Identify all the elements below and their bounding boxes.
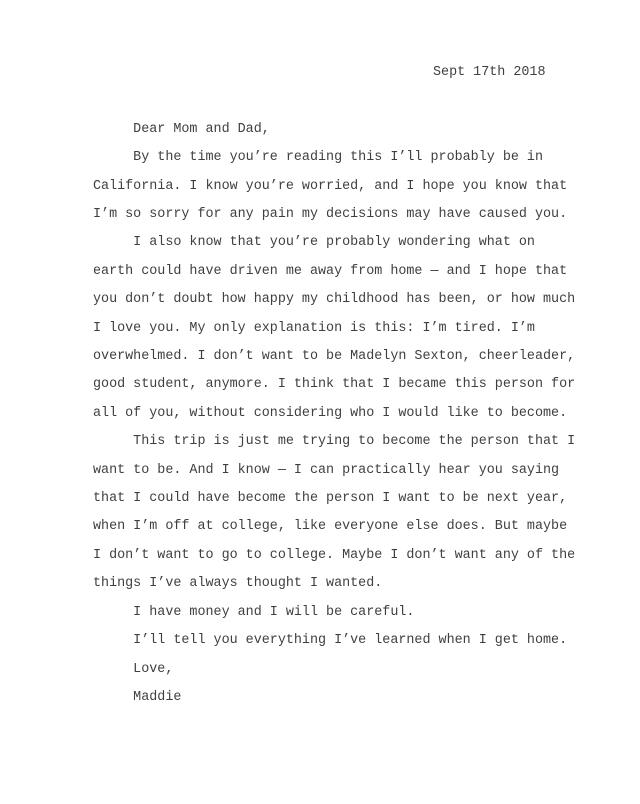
letter-line: when I’m off at college, like everyone else does. But maybe <box>93 519 568 535</box>
letter-line: you don’t doubt how happy my childhood has been, or how much <box>93 292 576 308</box>
letter-line: want to be. And I know — I can practically hear you saying <box>93 462 560 478</box>
letter-line: Maddie <box>93 689 182 705</box>
letter-line: earth could have driven me away from home — and I hope that <box>93 263 568 279</box>
letter-line: things I’ve always thought I wanted. <box>93 576 383 592</box>
letter-line: Dear Mom and Dad, <box>93 121 270 137</box>
letter-date: Sept 17th 2018 <box>433 65 546 80</box>
letter-line: I’ll tell you everything I’ve learned when I get home. <box>93 633 568 649</box>
letter-line: I don’t want to go to college. Maybe I don’t want any of the <box>93 547 576 563</box>
letter-line: California. I know you’re worried, and I hope you know that <box>93 178 568 194</box>
letter-line: overwhelmed. I don’t want to be Madelyn Sexton, cheerleader, <box>93 349 576 365</box>
letter-line: I’m so sorry for any pain my decisions may have caused you. <box>93 207 568 223</box>
letter-line: good student, anymore. I think that I became this person for <box>93 377 576 393</box>
letter-line: This trip is just me trying to become the person that I <box>93 434 576 450</box>
letter-body <box>93 116 580 713</box>
letter-line: all of you, without considering who I would like to become. <box>93 405 568 421</box>
letter-line: I have money and I will be careful. <box>93 604 415 620</box>
letter-line: Love, <box>93 661 174 677</box>
letter-line: I love you. My only explanation is this: I’m tired. I’m <box>93 320 535 336</box>
letter-line: that I could have become the person I want to be next year, <box>93 491 568 507</box>
letter-line: By the time you’re reading this I’ll probably be in <box>93 150 543 166</box>
letter-line: I also know that you’re probably wondering what on <box>93 235 535 251</box>
